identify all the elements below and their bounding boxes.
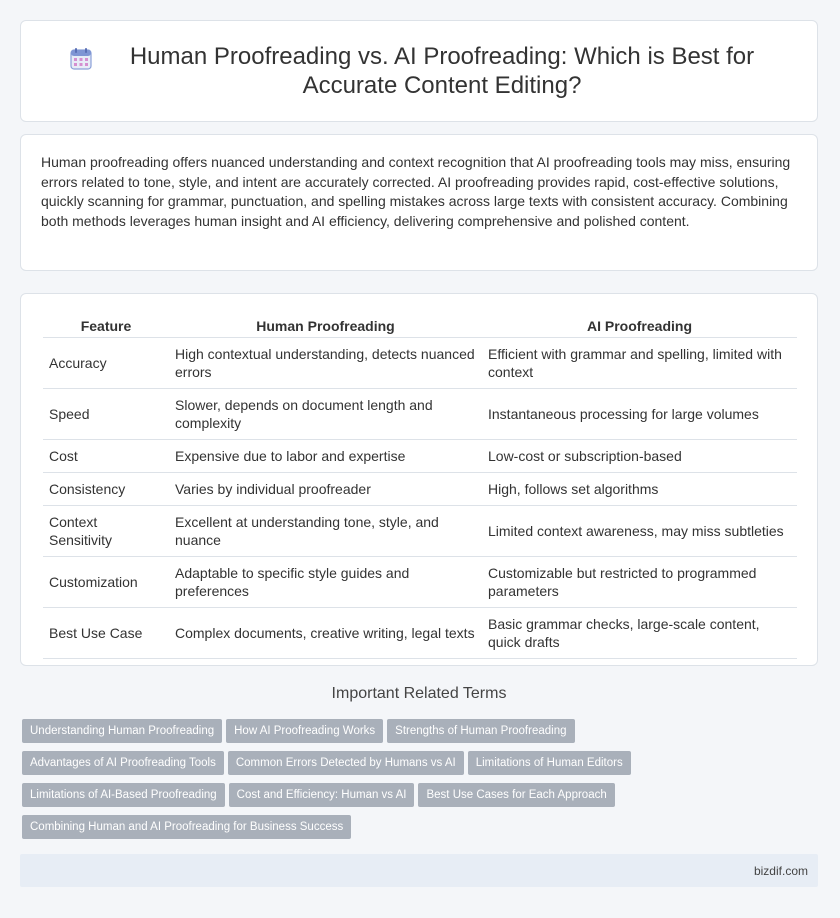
related-term-tag[interactable]: Best Use Cases for Each Approach bbox=[418, 783, 614, 807]
related-term-tag[interactable]: Limitations of AI-Based Proofreading bbox=[22, 783, 225, 807]
table-header-row bbox=[43, 312, 797, 338]
related-term-tag[interactable]: Limitations of Human Editors bbox=[468, 751, 631, 775]
related-term-tag[interactable]: Strengths of Human Proofreading bbox=[387, 719, 574, 743]
header-card bbox=[20, 20, 818, 122]
human-cell: Adaptable to specific style guides and preferences bbox=[169, 557, 482, 608]
related-terms-section bbox=[20, 685, 818, 703]
calendar-icon bbox=[69, 47, 93, 76]
ai-cell: Efficient with grammar and spelling, limited with context bbox=[482, 338, 797, 389]
human-cell: Excellent at understanding tone, style, and nuance bbox=[169, 506, 482, 557]
page-title: Human Proofreading vs. AI Proofreading: Which is Best for Accurate Content Editing? bbox=[129, 43, 755, 99]
feature-cell: Speed bbox=[43, 389, 169, 440]
human-cell: Slower, depends on document length and complexity bbox=[169, 389, 482, 440]
human-cell: High contextual understanding, detects nuanced errors bbox=[169, 338, 482, 389]
ai-cell: Instantaneous processing for large volumes bbox=[482, 389, 797, 440]
feature-cell: Customization bbox=[43, 557, 169, 608]
feature-cell: Cost bbox=[43, 440, 169, 473]
ai-cell: Limited context awareness, may miss subtleties bbox=[482, 506, 797, 557]
feature-cell: Consistency bbox=[43, 473, 169, 506]
related-term-tag[interactable]: Common Errors Detected by Humans vs AI bbox=[228, 751, 464, 775]
table-row bbox=[43, 473, 797, 506]
related-term-tag[interactable]: Understanding Human Proofreading bbox=[22, 719, 222, 743]
related-terms-heading: Important Related Terms bbox=[331, 685, 507, 702]
human-cell: Complex documents, creative writing, legal texts bbox=[169, 608, 482, 659]
ai-cell: High, follows set algorithms bbox=[482, 473, 797, 506]
human-cell: Varies by individual proofreader bbox=[169, 473, 482, 506]
table-row bbox=[43, 389, 797, 440]
related-term-tag[interactable]: Advantages of AI Proofreading Tools bbox=[22, 751, 224, 775]
comparison-table bbox=[43, 312, 797, 659]
footer bbox=[20, 854, 818, 887]
footer-site-link[interactable]: bizdif.com bbox=[753, 864, 808, 878]
ai-cell: Basic grammar checks, large-scale content, quick drafts bbox=[482, 608, 797, 659]
comparison-table-card bbox=[20, 293, 818, 666]
related-terms-tags bbox=[22, 719, 812, 847]
intro-paragraph: Human proofreading offers nuanced understanding and context recognition that AI proofreading tools may miss, ensuring errors related to tone, style, and intent are accurately corrected. AI proofreading provides rapid, cost-effective solutions, quickly scanning for grammar, punctuation, and spelling mistakes across large texts with consistent accuracy. Combining both methods leverages human insight and AI efficiency, delivering comprehensive and polished content. bbox=[41, 154, 791, 229]
column-header-human: Human Proofreading bbox=[169, 312, 482, 338]
table-row bbox=[43, 557, 797, 608]
ai-cell: Customizable but restricted to programmed parameters bbox=[482, 557, 797, 608]
table-row bbox=[43, 506, 797, 557]
table-row bbox=[43, 338, 797, 389]
column-header-feature: Feature bbox=[43, 312, 169, 338]
related-term-tag[interactable]: Cost and Efficiency: Human vs AI bbox=[229, 783, 415, 807]
feature-cell: Best Use Case bbox=[43, 608, 169, 659]
feature-cell: Context Sensitivity bbox=[43, 506, 169, 557]
table-row bbox=[43, 608, 797, 659]
intro-card bbox=[20, 134, 818, 271]
human-cell: Expensive due to labor and expertise bbox=[169, 440, 482, 473]
table-row bbox=[43, 440, 797, 473]
related-term-tag[interactable]: How AI Proofreading Works bbox=[226, 719, 383, 743]
ai-cell: Low-cost or subscription-based bbox=[482, 440, 797, 473]
related-term-tag[interactable]: Combining Human and AI Proofreading for Business Success bbox=[22, 815, 351, 839]
column-header-ai: AI Proofreading bbox=[482, 312, 797, 338]
feature-cell: Accuracy bbox=[43, 338, 169, 389]
